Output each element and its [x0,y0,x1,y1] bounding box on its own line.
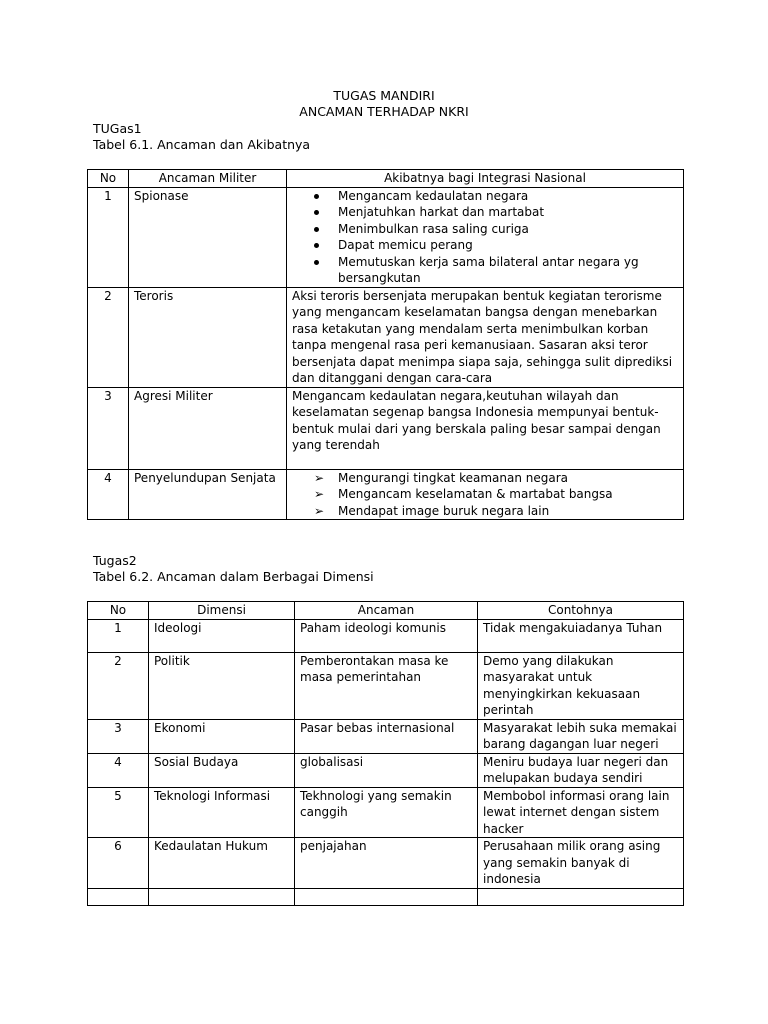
table-row [88,469,684,520]
dimension-cell: Teknologi Informasi [149,787,295,838]
column-header: Ancaman [295,602,478,620]
empty-cell [149,888,295,905]
effects-cell: Aksi teroris bersenjata merupakan bentuk kegiatan terorisme yang mengancam keselamatan bangsa dengan menebarkan rasa ketakutan yang mendalam serta menimbulkan korban tanpa mengenal rasa peri kemanusiaan. Sasaran aksi teror bersenjata dapat menimpa siapa saja, sehingga sulit diprediksi dan ditanggani dengan cara-cara [287,287,684,387]
row-number: 2 [88,652,149,719]
list-item: Memutuskan kerja sama bilateral antar negara yg bersangkutan [292,254,678,287]
threat-cell: globalisasi [295,753,478,787]
threat-cell: Teroris [129,287,287,387]
column-header: Ancaman Militer [129,170,287,188]
table-row [88,838,684,889]
example-cell: Meniru budaya luar negeri dan melupakan budaya sendiri [478,753,684,787]
row-number: 3 [88,719,149,753]
task1-label: TUGas1 [93,121,142,136]
example-cell: Membobol informasi orang lain lewat internet dengan sistem hacker [478,787,684,838]
dimension-cell: Ideologi [149,619,295,652]
row-number: 3 [88,387,129,469]
list-item: ➢ Mendapat image buruk negara lain [314,503,550,518]
row-number: 4 [88,469,129,520]
list-item: Mengancam kedaulatan negara [292,188,678,205]
table2-caption: Tabel 6.2. Ancaman dalam Berbagai Dimensi [93,569,374,584]
dimension-cell: Sosial Budaya [149,753,295,787]
table-header-row [88,602,684,620]
threat-cell: Spionase [129,187,287,287]
table-row [88,652,684,719]
effects-cell [287,469,684,520]
dimension-cell: Kedaulatan Hukum [149,838,295,889]
example-cell: Demo yang dilakukan masyarakat untuk menyingkirkan kekuasaan perintah [478,652,684,719]
column-header: Akibatnya bagi Integrasi Nasional [287,170,684,188]
table-header-row [88,170,684,188]
list-item: Menimbulkan rasa saling curiga [292,221,678,238]
threat-cell: Pasar bebas internasional [295,719,478,753]
threat-cell: Penyelundupan Senjata [129,469,287,520]
threat-cell: Tekhnologi yang semakin canggih [295,787,478,838]
row-number: 1 [88,619,149,652]
threat-dimensions-table [87,601,684,906]
threat-cell: Paham ideologi komunis [295,619,478,652]
bullet-dot-icon [314,243,319,248]
row-number: 4 [88,753,149,787]
table-row [88,753,684,787]
threat-cell: Pemberontakan masa ke masa pemerintahan [295,652,478,719]
arrow-bullet-icon: ➢ [314,503,325,518]
table-row [88,387,684,469]
table1-caption: Tabel 6.1. Ancaman dan Akibatnya [93,137,311,152]
row-number: 6 [88,838,149,889]
threat-cell: penjajahan [295,838,478,889]
table-row [88,187,684,287]
dimension-cell: Politik [149,652,295,719]
bullet-dot-icon [314,194,319,199]
example-cell: Masyarakat lebih suka memakai barang dagangan luar negeri [478,719,684,753]
arrow-bullet-icon: ➢ [314,487,325,501]
column-header: Dimensi [149,602,295,620]
example-cell: Perusahaan milik orang asing yang semakin banyak di indonesia [478,838,684,889]
threat-cell: Agresi Militer [129,387,287,469]
list-item: Dapat memicu perang [292,237,678,254]
empty-cell [88,888,149,905]
column-header: No [88,170,129,188]
arrow-bullet-icon: ➢ [314,470,325,485]
table-row [88,287,684,387]
bullet-dot-icon [314,210,319,215]
document-subtitle: ANCAMAN TERHADAP NKRI [299,104,469,119]
effects-cell [287,187,684,287]
column-header: Contohnya [478,602,684,620]
table-row [88,787,684,838]
effects-cell: Mengancam kedaulatan negara,keutuhan wilayah dan keselamatan segenap bangsa Indonesia mempunyai bentuk-bentuk mulai dari yang berskala paling besar sampai dengan yang terendah [287,387,684,469]
document-title: TUGAS MANDIRI [333,88,435,103]
dimension-cell: Ekonomi [149,719,295,753]
column-header: No [88,602,149,620]
task2-label: Tugas2 [93,553,137,568]
empty-cell [478,888,684,905]
bullet-dot-icon [314,260,319,265]
row-number: 1 [88,187,129,287]
table-row [88,619,684,652]
bullet-dot-icon [314,227,319,232]
example-cell: Tidak mengakuiadanya Tuhan [478,619,684,652]
table-row [88,719,684,753]
effects-list [292,470,678,520]
empty-table-row [88,888,684,905]
effects-list [292,188,678,287]
list-item: ➢ Mengancam keselamatan & martabat bangsa [314,487,613,501]
row-number: 5 [88,787,149,838]
row-number: 2 [88,287,129,387]
list-item: ➢ Mengurangi tingkat keamanan negara [314,470,569,485]
empty-cell [295,888,478,905]
threat-effects-table [87,169,684,520]
list-item: Menjatuhkan harkat dan martabat [292,204,678,221]
